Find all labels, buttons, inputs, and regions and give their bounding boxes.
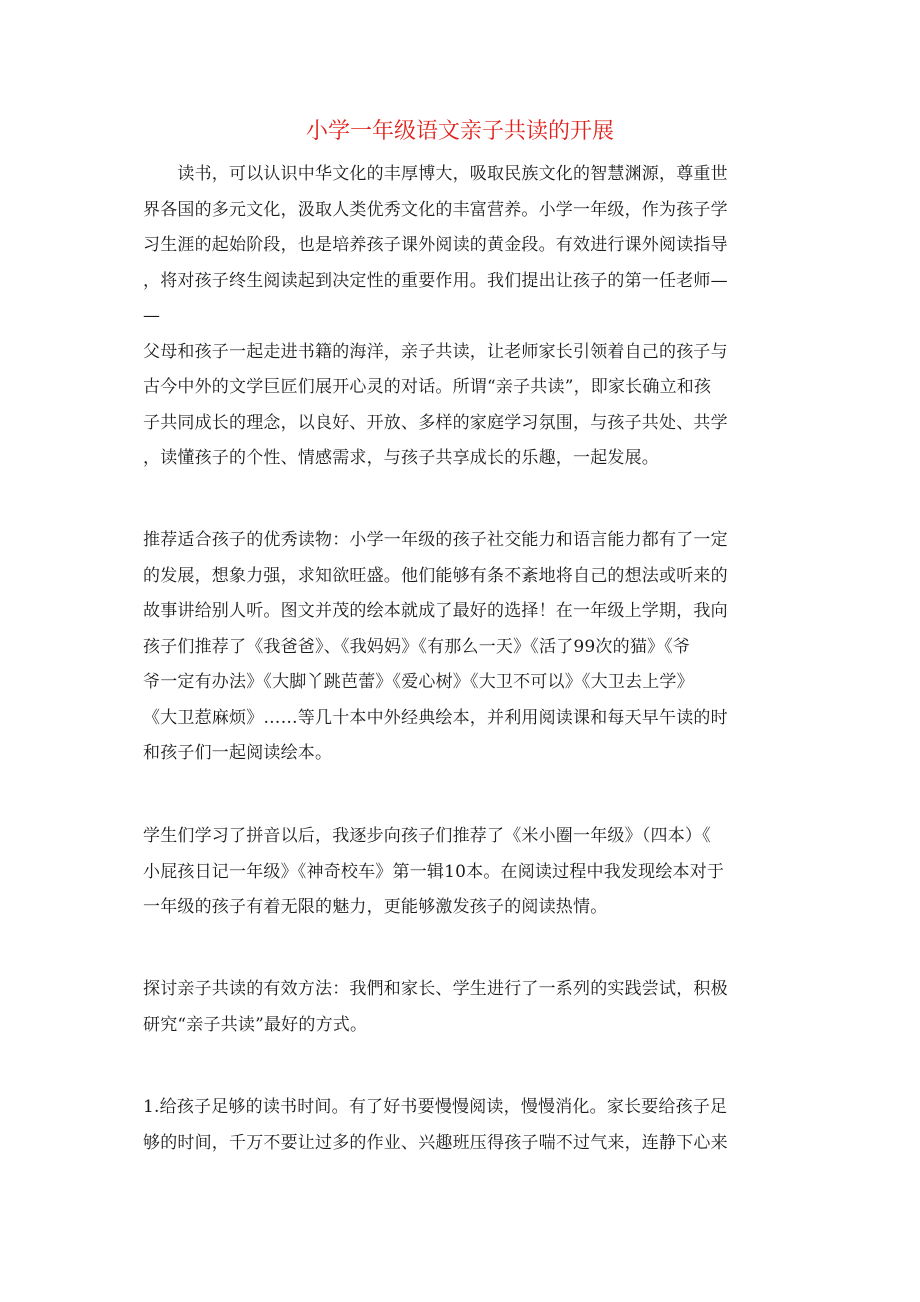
- paragraph-pinyin-books: 学生们学习了拼音以后，我逐步向孩子们推荐了《米小圈一年级》（四本）《 小屁孩日记一年级》《神奇校车》第一辑10本。在阅读过程中我发现绘本对于 一年级的孩子有着无限的魅力，更能够激发孩子的阅读热情。: [143, 826, 725, 917]
- paragraph-intro: 读书，可以认识中华文化的丰厚博大，吸取民族文化的智慧渊源，尊重世 界各国的多元文化，汲取人类优秀文化的丰富营养。小学一年级，作为孩子学 习生涯的起始阶段，也是培养孩子课外阅读的黄金段。有效进行课外阅读指导 ，将对孩子终生阅读起到决定性的重要作用。我们提出让孩子的第一任老师— — 父母和孩子一起走进书籍的海洋，亲子共读，让老师家长引领着自己的孩子与 古今中外的文学巨匠们展开心灵的对话。所谓“亲子共读”，即家长确立和孩 子共同成长的理念，以良好、开放、多样的家庭学习氛围，与孩子共处、共学 ，读懂孩子的个性、情感需求，与孩子共享成长的乐趣，一起发展。: [143, 164, 728, 468]
- paragraph-methods: 探讨亲子共读的有效方法：我們和家长、学生进行了一系列的实践尝试，积极 研究“亲子共读”最好的方式。: [143, 979, 728, 1035]
- document-title: 小学一年级语文亲子共读的开展: [305, 119, 614, 144]
- paragraph-method-1: 1.给孩子足够的读书时间。有了好书要慢慢阅读，慢慢消化。家长要给孩子足 够的时间，千万不要让过多的作业、兴趣班压得孩子喘不过气来，连静下心来: [143, 1097, 728, 1153]
- paragraph-recommended-reading: 推荐适合孩子的优秀读物：小学一年级的孩子社交能力和语言能力都有了一定 的发展，想象力强，求知欲旺盛。他们能够有条不紊地将自己的想法或听来的 故事讲给别人听。图文并茂的绘本就成了最好的选择！在一年级上学期，我向 孩子们推荐了《我爸爸》、《我妈妈》《有那么一天》《活了99次的猫》《爷 爷一定有办法》《大脚丫跳芭蕾》《爱心树》《大卫不可以》《大卫去上学》 《大卫惹麻烦》……等几十本中外经典绘本，并利用阅读课和每天早午读的时 和孩子们一起阅读绘本。: [143, 530, 728, 763]
